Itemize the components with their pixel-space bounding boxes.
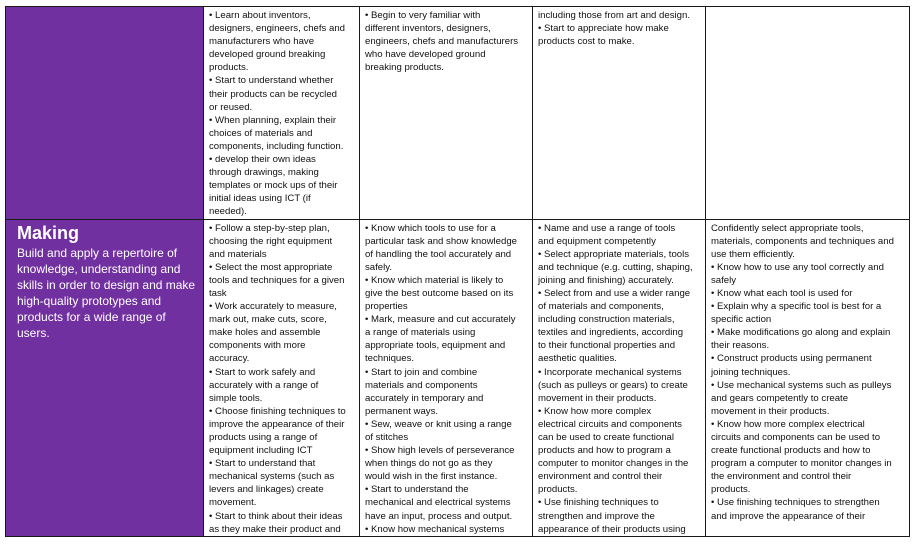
cell-text-line: • Use mechanical systems such as pulleys bbox=[711, 379, 892, 391]
cell-text-line: textiles and ingredients, according bbox=[538, 327, 684, 339]
table-row bbox=[6, 7, 910, 220]
cell-text-line: accurately in temporary and bbox=[365, 392, 484, 404]
cell-text-line: circuits and components can be used to bbox=[711, 432, 881, 443]
cell-row2-col1 bbox=[204, 219, 360, 536]
cell-text-line: computer to monitor changes in the bbox=[538, 458, 689, 470]
cell-text-line: • Learn about inventors, bbox=[209, 10, 311, 21]
cell-text-line: safely. bbox=[365, 261, 393, 273]
cell-text-line: • Select the most appropriate bbox=[209, 261, 333, 273]
section-heading: Making bbox=[17, 222, 80, 243]
cell-text-line: and materials bbox=[209, 248, 267, 260]
cell-text-line: components, including function. bbox=[209, 140, 344, 152]
cell-text-line: accurately with a range of bbox=[209, 379, 319, 391]
cell-text-line: movement in their products. bbox=[711, 405, 830, 417]
cell-text-line: of materials and components, bbox=[538, 301, 664, 313]
cell-text-line: initial ideas using ICT (if bbox=[209, 193, 311, 205]
cell-text-line: • Start to join and combine bbox=[365, 366, 478, 378]
cell-text-line: • Show high levels of perseverance bbox=[365, 445, 515, 457]
cell-text-line: appearance of their products using bbox=[538, 523, 686, 535]
cell-text-line: techniques. bbox=[365, 353, 415, 365]
cell-text-line: have an input, process and output. bbox=[365, 510, 513, 522]
cell-text-line: properties bbox=[365, 301, 408, 313]
cell-text-line: make holes and assemble bbox=[209, 327, 321, 339]
cell-text-line: task bbox=[209, 287, 227, 299]
cell-text-line: or reused. bbox=[209, 101, 253, 113]
cell-text-line: • Use finishing techniques to bbox=[538, 497, 659, 509]
cell-text-line: when things do not go as they bbox=[365, 458, 493, 470]
cell-text-line: safely bbox=[711, 274, 737, 286]
cell-text-line: and technique (e.g. cutting, shaping, bbox=[538, 261, 693, 273]
cell-text-line: Confidently select appropriate tools, bbox=[711, 222, 864, 234]
cell-text-line: needed). bbox=[209, 206, 247, 218]
curriculum-table bbox=[5, 6, 910, 537]
cell-text-line: products. bbox=[711, 484, 751, 496]
cell-text-line: • Select appropriate materials, tools bbox=[538, 248, 690, 260]
cell-text-line: can be used to create functional bbox=[538, 432, 675, 443]
cell-text-line: improve the appearance of their bbox=[209, 418, 345, 430]
cell-row2-col2 bbox=[360, 219, 533, 536]
cell-text-line: including those from art and design. bbox=[538, 10, 690, 21]
cell-text-line: tools and techniques for a given bbox=[209, 274, 345, 286]
cell-text-line: particular task and show knowledge bbox=[365, 235, 517, 247]
cell-text-line: give the best outcome based on its bbox=[365, 287, 514, 299]
cell-text-line: appropriate tools, equipment and bbox=[365, 340, 506, 352]
cell-text-line: as they make their product and bbox=[209, 523, 341, 535]
cell-text-line: program a computer to monitor changes in bbox=[711, 458, 892, 470]
cell-text-line: manufacturers who have bbox=[209, 36, 315, 48]
cell-text-line: and improve the appearance of their bbox=[711, 510, 866, 522]
cell-text-line: • Work accurately to measure, bbox=[209, 301, 337, 313]
cell-text-line: • Name and use a range of tools bbox=[538, 222, 676, 234]
cell-text-line: • develop their own ideas bbox=[209, 154, 316, 166]
cell-text-line: mechanical systems (such as bbox=[209, 471, 335, 483]
cell-text-line: mark out, make cuts, score, bbox=[209, 314, 327, 326]
cell-text-line: through drawings, making bbox=[209, 167, 319, 179]
cell-text-line: to their functional properties and bbox=[538, 340, 676, 352]
cell-text-line: strengthen and improve the bbox=[538, 510, 655, 522]
cell-text-line: • Mark, measure and cut accurately bbox=[365, 314, 516, 326]
cell-text-line: • Construct products using permanent bbox=[711, 353, 872, 365]
cell-text-line: products using a range of bbox=[209, 432, 318, 443]
cell-text-line: • Start to appreciate how make bbox=[538, 23, 669, 35]
cell-text-line: • Start to understand that bbox=[209, 458, 316, 470]
cell-text-line: • Select from and use a wider range bbox=[538, 287, 691, 299]
cell-text-line: materials and components bbox=[365, 379, 478, 391]
cell-text-line: and equipment competently bbox=[538, 235, 656, 247]
cell-text-line: permanent ways. bbox=[365, 405, 439, 417]
header-cell-making bbox=[6, 219, 204, 536]
cell-text-line: developed ground breaking bbox=[209, 49, 326, 61]
cell-text-line: choices of materials and bbox=[209, 127, 313, 139]
cell-text-line: • Know which tools to use for a bbox=[365, 222, 496, 234]
cell-text-line: joining and finishing) accurately. bbox=[538, 274, 674, 286]
cell-text-line: products for a wide range of bbox=[17, 309, 166, 324]
cell-row2-col3 bbox=[533, 219, 706, 536]
cell-text-line: their reasons. bbox=[711, 340, 770, 352]
cell-text-line: products cost to make. bbox=[538, 36, 635, 48]
cell-text-line: • Know how to use any tool correctly and bbox=[711, 261, 884, 273]
cell-text-line: • Start to work safely and bbox=[209, 366, 316, 378]
cell-text-line: breaking products. bbox=[365, 62, 444, 74]
cell-text-line: • Use finishing techniques to strengthen bbox=[711, 497, 880, 509]
cell-text-line: • Explain why a specific tool is best for a bbox=[711, 301, 882, 313]
cell-text-line: products. bbox=[538, 484, 578, 496]
cell-text-line: • Know how mechanical systems bbox=[365, 523, 505, 535]
cell-text-line: • Sew, weave or knit using a range bbox=[365, 418, 512, 430]
cell-text-line: mechanical and electrical systems bbox=[365, 497, 511, 509]
cell-text-line: who have developed ground bbox=[365, 49, 486, 61]
cell-text-line: components with more bbox=[209, 340, 306, 352]
section-description bbox=[17, 245, 199, 341]
cell-text-line: • Choose finishing techniques to bbox=[209, 405, 346, 417]
cell-row1-col4 bbox=[706, 7, 910, 220]
cell-text-line: • Incorporate mechanical systems bbox=[538, 366, 682, 378]
cell-text-line: specific action bbox=[711, 314, 772, 326]
cell-text-line: • Follow a step-by-step plan, bbox=[209, 222, 330, 234]
cell-text-line: different inventors, designers, bbox=[365, 23, 491, 35]
cell-text-line: environment and control their bbox=[538, 471, 663, 483]
cell-text-line: equipment including ICT bbox=[209, 445, 313, 457]
cell-text-line: knowledge, understanding and bbox=[17, 261, 181, 276]
cell-text-line: and gears competently to create bbox=[711, 392, 849, 404]
cell-text-line: products. bbox=[209, 62, 249, 74]
cell-text-line: • Start to understand the bbox=[365, 484, 469, 496]
cell-text-line: • Know how more complex electrical bbox=[711, 418, 865, 430]
header-cell-empty bbox=[6, 7, 204, 220]
cell-text-line: joining techniques. bbox=[711, 366, 791, 378]
cell-text-line: accuracy. bbox=[209, 353, 250, 365]
cell-text-line: their products can be recycled bbox=[209, 88, 337, 100]
cell-text-line: skills in order to design and make bbox=[17, 277, 196, 292]
cell-text-line: materials, components and techniques and bbox=[711, 235, 894, 247]
cell-text-line: of handling the tool accurately and bbox=[365, 248, 512, 260]
cell-row1-col2 bbox=[360, 7, 533, 220]
cell-text-line: use them efficiently. bbox=[711, 248, 795, 260]
cell-text-line: movement in their products. bbox=[538, 392, 657, 404]
cell-text-line: choosing the right equipment bbox=[209, 235, 333, 247]
cell-text-line: templates or mock ups of their bbox=[209, 180, 338, 192]
cell-text-line: (such as pulleys or gears) to create bbox=[538, 379, 688, 391]
cell-text-line: electrical circuits and components bbox=[538, 418, 682, 430]
cell-text-line: users. bbox=[17, 325, 50, 340]
cell-row1-col3 bbox=[533, 7, 706, 220]
cell-text-line: high-quality prototypes and bbox=[17, 293, 162, 308]
cell-text-line: • When planning, explain their bbox=[209, 114, 337, 126]
cell-text-line: • Know how more complex bbox=[538, 405, 652, 417]
cell-text-line: movement. bbox=[209, 497, 257, 509]
cell-text-line: • Start to think about their ideas bbox=[209, 510, 343, 522]
cell-text-line: the environment and control their bbox=[711, 471, 852, 483]
cell-text-line: aesthetic qualities. bbox=[538, 353, 617, 365]
cell-text-line: • Start to understand whether bbox=[209, 75, 334, 87]
cell-text-line: of stitches bbox=[365, 432, 409, 443]
cell-text-line: Build and apply a repertoire of bbox=[17, 245, 178, 260]
table-row bbox=[6, 219, 910, 536]
cell-text-line: levers and linkages) create bbox=[209, 484, 324, 496]
cell-text-line: would wish in the first instance. bbox=[365, 471, 498, 483]
cell-text-line: • Make modifications go along and explain bbox=[711, 327, 891, 339]
cell-text-line: a range of materials using bbox=[365, 327, 476, 339]
cell-text-line: products and how to program a bbox=[538, 445, 671, 457]
cell-row2-col4 bbox=[706, 219, 910, 536]
cell-text-line: including construction materials, bbox=[538, 314, 675, 326]
cell-text-line: create functional products and how to bbox=[711, 445, 871, 457]
cell-text-line: designers, engineers, chefs and bbox=[209, 23, 345, 35]
cell-text-line: • Know which material is likely to bbox=[365, 274, 504, 286]
cell-text-line: simple tools. bbox=[209, 392, 263, 404]
cell-row1-col1 bbox=[204, 7, 360, 220]
cell-text-line: • Know what each tool is used for bbox=[711, 287, 853, 299]
cell-text-line: engineers, chefs and manufacturers bbox=[365, 36, 519, 48]
cell-text-line: • Begin to very familiar with bbox=[365, 10, 481, 21]
